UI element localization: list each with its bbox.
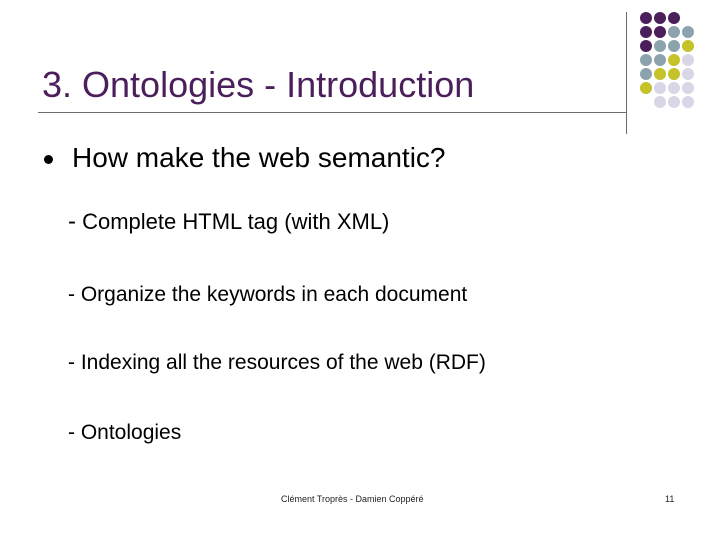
decorative-dot (682, 40, 694, 52)
decorative-dot (668, 12, 680, 24)
sub-item-html-tag (68, 208, 389, 236)
sub-item-keywords: - Organize the keywords in each document (68, 283, 468, 306)
decorative-dot (682, 68, 694, 80)
decorative-dot (654, 68, 666, 80)
decorative-dot (682, 96, 694, 108)
page-number: 11 (665, 494, 675, 504)
decorative-dot (682, 26, 694, 38)
decorative-dot (654, 82, 666, 94)
decorative-dot (640, 26, 652, 38)
decorative-dot (654, 26, 666, 38)
sub-item-indexing: - Indexing all the resources of the web (RDF) (68, 351, 486, 374)
main-bullet-text: How make the web semantic? (72, 142, 446, 173)
decorative-dot (640, 68, 652, 80)
decorative-dot (682, 82, 694, 94)
decorative-dot (668, 96, 680, 108)
decorative-dot (640, 40, 652, 52)
decorative-dot (668, 68, 680, 80)
slide-title: 3. Ontologies - Introduction (42, 64, 475, 105)
decorative-dot (654, 96, 666, 108)
decorative-dot (654, 40, 666, 52)
decorative-dot (668, 40, 680, 52)
sub-item-text: Complete HTML tag (with XML) (76, 209, 390, 234)
title-underline (38, 112, 626, 113)
decorative-dot (682, 54, 694, 66)
vertical-divider (626, 12, 627, 134)
decorative-dot (654, 12, 666, 24)
bullet-dot-icon (44, 155, 53, 164)
footer-authors: Clément Troprès - Damien Coppéré (281, 494, 424, 504)
decorative-dot (640, 12, 652, 24)
decorative-dot (640, 82, 652, 94)
decorative-dot (640, 54, 652, 66)
decorative-dot (668, 82, 680, 94)
decorative-dot (668, 54, 680, 66)
decorative-dot (668, 26, 680, 38)
sub-item-dash: - (68, 208, 76, 235)
decorative-dot (654, 54, 666, 66)
sub-item-ontologies: - Ontologies (68, 421, 182, 444)
